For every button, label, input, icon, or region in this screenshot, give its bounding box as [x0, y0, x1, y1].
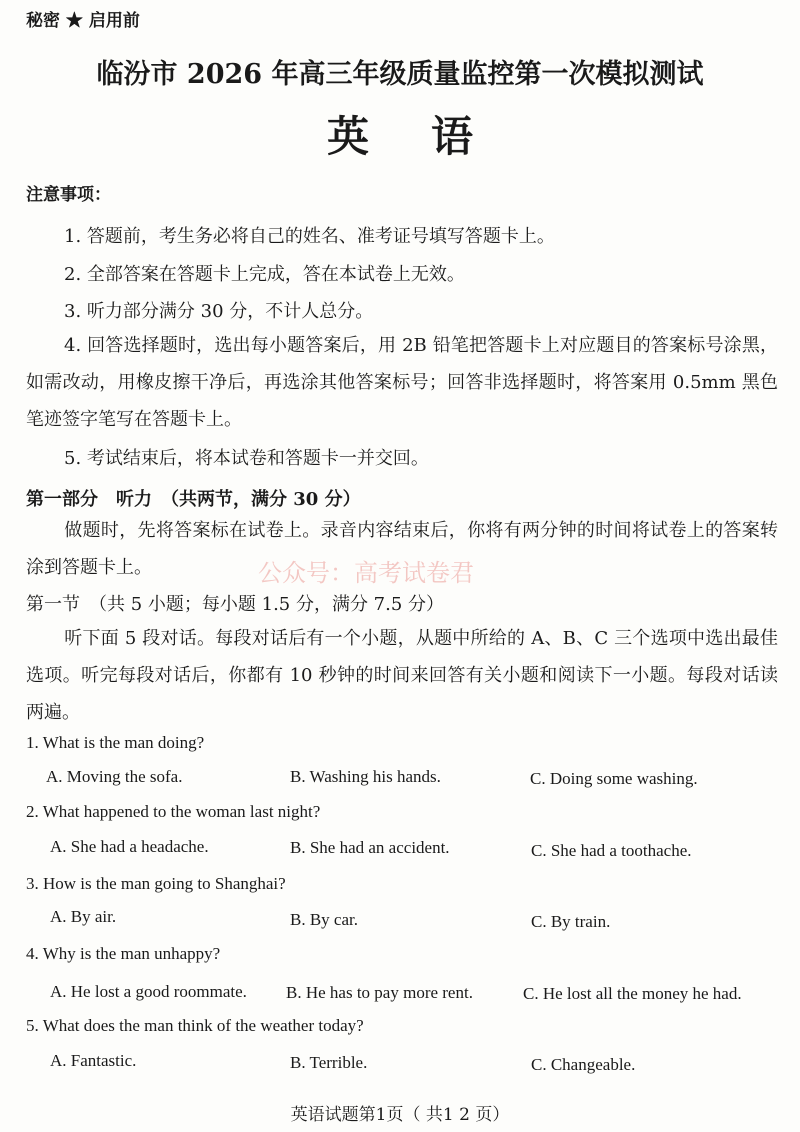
question-2-option-c: C. She had a toothache. — [531, 841, 692, 860]
section1-heading: 第一节 （共 5 小题；每小题 1.5 分，满分 7.5 分） — [26, 594, 445, 615]
page-footer: 英语试题第1页（ 共1 2 页） — [290, 1105, 510, 1125]
exam-title: 临汾市 2026 年高三年级质量监控第一次模拟测试 — [96, 59, 704, 90]
question-1-option-a: A. Moving the sofa. — [46, 767, 183, 786]
question-4-option-c: C. He lost all the money he had. — [523, 984, 742, 1003]
subject-title: 英语 — [326, 112, 535, 161]
note-item-4-text: 4. 回答选择题时，选出每小题答案后，用 2B 铅笔把答题卡上对应题目的答案标号涂黑，如需改动，用橡皮擦干净后，再选涂其他答案标号；回答非选择题时，将答案用 0.5mm 黑色笔迹签字笔写在答题卡上。 — [26, 335, 778, 430]
section1-instruction — [26, 620, 778, 731]
question-4-option-a: A. He lost a good roommate. — [50, 982, 247, 1001]
note-item-3: 3. 听力部分满分 30 分，不计人总分。 — [64, 301, 374, 322]
notes-heading: 注意事项： — [26, 185, 111, 205]
question-1-stem: 1. What is the man doing? — [26, 733, 205, 752]
note-item-1: 1. 答题前，考生务必将自己的姓名、准考证号填写答题卡上。 — [64, 226, 555, 247]
question-3-option-b: B. By car. — [290, 910, 358, 929]
question-3-stem: 3. How is the man going to Shanghai? — [26, 874, 286, 893]
part1-instruction-text: 做题时，先将答案标在试卷上。录音内容结束后，你将有两分钟的时间将试卷上的答案转涂到答题卡上。 — [26, 520, 778, 578]
note-item-2: 2. 全部答案在答题卡上完成，答在本试卷上无效。 — [64, 264, 465, 285]
watermark: 公众号：高考试卷君 — [258, 559, 474, 587]
note-item-4 — [26, 327, 778, 438]
note-item-5: 5. 考试结束后，将本试卷和答题卡一并交回。 — [64, 448, 429, 469]
question-4-option-b: B. He has to pay more rent. — [286, 983, 473, 1002]
question-2-option-a: A. She had a headache. — [50, 837, 209, 856]
question-1-option-c: C. Doing some washing. — [530, 769, 698, 788]
section1-instruction-text: 听下面 5 段对话。每段对话后有一个小题，从题中所给的 A、B、C 三个选项中选出最佳选项。听完每段对话后，你都有 10 秒钟的时间来回答有关小题和阅读下一小题。每段对话读两遍。 — [26, 628, 778, 723]
question-2-option-b: B. She had an accident. — [290, 838, 450, 857]
question-5-stem: 5. What does the man think of the weather today? — [26, 1016, 364, 1035]
part1-heading: 第一部分 听力 （共两节，满分 30 分） — [26, 489, 361, 510]
question-5-option-a: A. Fantastic. — [50, 1051, 137, 1070]
question-5-option-c: C. Changeable. — [531, 1055, 636, 1074]
question-5-option-b: B. Terrible. — [290, 1053, 368, 1072]
question-3-option-c: C. By train. — [531, 912, 611, 931]
question-2-stem: 2. What happened to the woman last night? — [26, 802, 321, 821]
confidential-label: 秘密 ★ 启用前 — [26, 11, 140, 31]
question-3-option-a: A. By air. — [50, 907, 117, 926]
question-1-option-b: B. Washing his hands. — [290, 767, 441, 786]
question-4-stem: 4. Why is the man unhappy? — [26, 944, 221, 963]
